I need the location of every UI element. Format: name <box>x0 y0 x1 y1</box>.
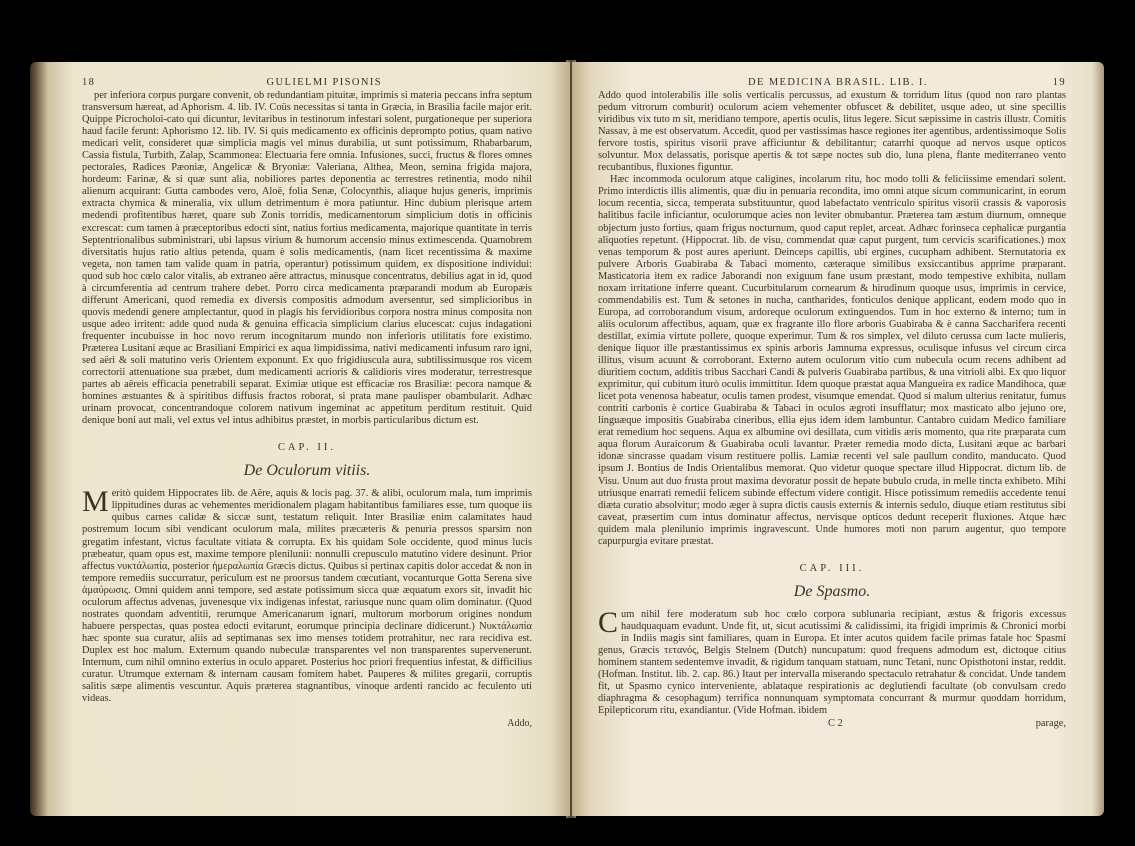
left-running-title: GULIELMI PISONIS <box>266 77 382 88</box>
right-body-text-2 <box>598 605 1066 717</box>
right-paragraph-2: Hæc incommoda oculorum atque caligines, incolarum ritu, hoc modo tolli & feliciissime emendari solent. Primo interdictis illis alimentis, quæ diu in penuaria recondita, imo omni atque sicum communicarint, in eorum locum recentia, sicca, temperata substituuntur, quod labefactato ventriculo spiritus visorii crassis & vaporosis halitibus facile inficiantur, oculorumque acies non leviter obnubantur. Præterea tam æstum diurnum, omneque objectum justo fortius, quam frigus nocturnum, quod caput replet, arceat. Adhæc forinseca cephalicæ purgantia aliquoties repetunt. (Hippocrat. lib. de visu, commendat quæ caput purgent, tum cervicis scarificationes.) mox venas temporum & post aures aperiunt. Deinceps capillis, ubi ergines, cucupham adhibent. Sternutatoria ex pulvere Arboris Guabiraba & Tabaci momento, cæteraque similibus exsiccantibus apprime præparant. Masticatoria item ex radice Jaborandi non exiguum fane usum præstant, modo tempestive exhibita, nullam noxam irritatione inferre queant. Cucurbitularum cornearum & hirudinum quoque usus, imprimis in cervice, commendabilis est. Tum & setones in nucha, cantharides, fonticulos denique applicant, eodem modo quo in Europa, ad corroborandum visum, ardoreque oculorum extinguendos. Tum in hoc externo & interno; tum in aliis oculorum affectibus, aquam, quæ ex fragrante illo flore arboris Guabiraba & è canna Saccharifera recenti destillat, eximia virtute pollere, quoque experimur. Tum & ros simplex, vel diluto cerussa cum lacte mulieris, denique liquor ille præstantissimus ex spinis arboris Jamnuma expressus, oculisque infusus vel circum circa illitus, visum acuunt & corroborant. Externo autem oculorum vitio cum nubecula ocum recens adhibent ad diuritiem coctum, additis tribus Sacchari Candi & pulveris Guabiraba partibus, & una vitrioli albi. Ex quo liquor exprimitur, qui cubitum iturò oculis immittitur. Idem quoque præstat aqua Mangueira ex radice Mandihoca, quæ licet pota venenosa habeatur, oculis tamen prodest, visumque emendat. Quod si malum ulterius renitatur, fumus contriti carbonis è cortice Guabiraba & Tabaci in oculos ægroti insufflatur; mox masticato albo jejuno ore, linguæque impositis Guabiraba cineribus, ellia ejus idem idem lambuntur. Cantabro cuidam Medico familiare erat remedium hoc sequens. Aqua ex albumine ovi desillata, cum vitidis æris momento, qua rite præparata cum aqua florum Auraicorum & Guabiraba oculi lavantur. Præter remedia modo dicta, Lusitani æque ac barbari idonæ sincrasse quadam visum restituere pollis. Lamiæ recenti vel sale paullum condito, manducato. Quod ipsum J. Bontius de Indis Orientalibus memorat. Quo videtur quoque spectare illud Hippocrat. dictum lib. de Visu. Unum aut duo frusta prout maxima devoratur possit de hepate bubulo cruda, in melle tincta exhibeto. Mihi utriusque enarrati remedii felicem subinde effectum videre contigit. Hisce potissimum remediis accedente tenui diæta curatio absolvitur; modo æger à supra dictis causis externis & internis sedulo, diuque etiam restitutus sibi caveat, præsertim cum intus dominatur affectus, nervisque opticos dedunt receperit fluxiones. Atque hæc quidem mala plenilunio imprimis ingravescunt. Unde humores moti non parum augentur, quo tempore capurpurgia evitare præstat. <box>598 174 1066 547</box>
right-running-head <box>598 76 1066 89</box>
left-catchword: Addo, <box>507 718 532 729</box>
left-page <box>30 62 570 816</box>
left-page-number: 18 <box>82 77 96 88</box>
section-title-2: De Spasmo. <box>793 582 871 600</box>
right-page-number: 19 <box>1052 77 1066 88</box>
chapter-heading-2: CAP. III. <box>799 562 865 574</box>
right-catchword: parage, <box>1035 718 1066 730</box>
left-body-text-2 <box>82 485 532 705</box>
right-running-title: DE MEDICINA BRASIL. LIB. I. <box>748 77 928 88</box>
signature-mark: C 2 <box>828 718 843 730</box>
left-page-content <box>82 76 532 705</box>
right-paragraph-1: Addo quod intolerabilis ille solis verticalis percussus, ad exustum & torridum litus (quod non raro plantas pedum vitrorum comburit) oculorum aciem vehementer obfuscet & debilitet, usque adeo, ut sine specillis viridibus vix tuto m sit, meridiano tempore, apertis oculis, litus legere. Sicut sæpissime in castris illustr. Comitis Nassav, à me est observatum. Accedit, quod per vastissimas hasce regiones iter agentibus, ardentissimoque Solis fervore tostis, spiritus visorii prave afficiuntur & debilitantur; catarrhi quoque ad nervos usque opticos solvuntur. Mox delassatis, porisque apertis & tot sæpe noctes sub dio, luna plena, flante mediterraneo vento recubantibus, fluxiones figuntur. <box>598 90 1066 174</box>
right-body-text <box>598 90 1066 548</box>
section-title: De Oculorum vitiis. <box>243 462 371 480</box>
left-paragraph: per inferiora corpus purgare convenit, ob redundantiam pituitæ, imprimis si materia peccans infra septum transversum hæreat, ad Aphorism. 4. lib. IV. Coüs necessitas si tanta in Græcia, in Brasilia facile major erit. Quippe Picrocholoi-cato qui dicuntur, levitaribus in testinorum infestari solent, purgationeque per superiora haud facile ferunt: Aphorismo 12. lib. IV. Si quis medicamento ex officinis deprompto potius, quam nativo medicari velit, consideret quæ simplicia magis vel minus durabilia, ut sunt potissimum, Rhabarbarum, Cassia fistula, Turbith, Zalap, Scammonea: Electuaria fere omnia. Infusiones, succi, fructus & flores omnes pectorales, Radices Pæoniæ, Angelicæ & Bryoniæ: Valeriana, Althea, Meon, semina frigida majora, hordeum: Farinæ, & si quæ sunt alia, nobiliores partes deponentia ac terrestres retinentia, modo nihil alienum acquirant: Gutta cambodes vero, Aloë, folia Senæ, Colocynthis, aliaque hujus generis, imprimis extracta chymica & mineralia, vix ullum detrimentum è mora patiuntur. Hinc dubium plerisque artem medendi profitentibus hæret, quare sub Zonis torridis, medicamentorum simplicium dotis in officinis excrescat: cum tamen à præceptoribus edocti sint, natius fortius medicamenta, majorique quantitate in terris Septentrionalibus subministrari, ubi lapsus virium & humorum accensio minus extimescenda. Quamobrem diversitatis hujus ratio altius petenda, quam è solis medicamentis, (nam licet recentissima & maxime vegeta, non tamen tam valide quam in patria, operantur) potissimum quidem, ex dispositione individui: quod sub hoc cœlo calor vitalis, ab extraneo aëre attractus, minusque concentratus, debilius agat in id, quod à circumferentia ad centrum trahere debet. Porro circa medicamenta præparandi modum ab Europæis differunt Americani, quod remedia ex diversis compositis admodum aversentur, sed simplicioribus in quovis medendi genere amplectantur, quod in plagis his fervidioribus corpora nostra minus composita non usque adeo irritent: adde quod nuda & genuina efficacia simplicium clarius elucescat: cujus indagationi frequenter incubuisse in hoc novo rerum incognitarum mundo non inferioris utilitatis fore existimo. Præterea Lusitani æque ac Brasiliani Empirici ex aqua limpidissima, nativi medicamenti infusum raro igni, sed aëri & soli matutino veris Orientem exponunt. Ex quo frigidiuscula aura, subtilissimusque ros vicem correctorii attenuatione sua præbet, dum medicamenti acrioris & calidioris vires moderatur, terrestresque partes ab aëreis efficacia penetrabili separat. Eximiæ utique est efficaciæ ros Brasiliæ: pecora namque & homines æstuantes & à spiritibus diffusis fractos roborat, si prata mane paulisper obambularit. Adhæc urinam provocat, concentrandoque colorem nativum ingeminat ac appetitum perditum restituit. Quid denique boni aut mali, vel extus vel intus adhibitus præstet, in morbis particularibus dictum est. <box>82 90 532 427</box>
right-page <box>572 62 1104 816</box>
left-running-head <box>82 76 532 89</box>
right-page-footer <box>598 718 1066 730</box>
left-body-text <box>82 90 532 427</box>
chapter-heading: CAP. II. <box>277 442 337 454</box>
left-paragraph-2: Meritò quidem Hippocrates lib. de Aëre, aquis & locis pag. 37. & alibi, oculorum mala, tum imprimis lippitudines duras ac vehementes meridionalem plagam habitantibus familiares esse, tum quoque iis quibus carnes calidæ & siccæ sunt, testatum reliquit. Inter Brasiliæ enim calamitates haud postremum locum sibi vendicant oculorum mala, milites præcæteris & penuria pressos sparsim non gregatim infestant, victus facultate vitiata & corrupta. Ex his quidam Sole occidente, quod minus lucis præbeatur, quam opus est, maxime tempore plenilunii: nonnulli crepusculo matutino videre desinunt. Prior affectus νυκτάλωπία, posterior ἡμεραλωπία Græcis dictus. Quibus si pertinax capitis dolor accedat & non in tempore remediis succurratur, periculum est ne proorsus tandem cœcutiant, vocanturque Gotta Serena sive ἀμαύρωσις. Omni quidem anni tempore, sed æstate potissimum sicca quæ æquatum exors sit, invadit hic oculorum affectus advenas, juvenesque vix indigenas infestat, rariusque nunc quam olim dominatur. (Quod nostrates quondam adventitii, rerumque Americanarum ignari, multorum morborum origines nondum habuere perspectas, quas postea edocti evitarunt, eorumque principia declinare didicerunt.) Νυκτάλωπία hæc sponte sua curatur, aliis ad septimanas sex imo menses totidem protrahitur, nec rara recidiva est. Duplex est hoc malum. Externum quando nubeculæ transparentes vel non transparentes supervenerunt. Internum, cum nihil omnino exterius in oculo apparet. Posterius hoc priori frequentius infestat, & difficilius curatur. Utrumque externam & internam causam fomitem habet. Pauperes & milites gregarii, corruptis salitis sæpe alimentis vescuntur. Aquis præterea stagnantibus, vinoque ardenti rancido ac feculento uti videas. <box>82 485 532 705</box>
right-paragraph-3: Cum nihil fere moderatum sub hoc cœlo corpora sublunaria recipiant, æstus & frigoris excessus haudquaquam evadunt. Unde fit, ut, sicut acutissimi & calidissimi, ita frigidi imprimis & Chronici morbi in Indiis magis sint familiares, quam in Europa. Et inter acutos quidem facile primas fatale hoc Spasmi genus, Græcis τετανός, Belgis Stelnem (Dutch) nuncupatum: quod frequens admodum est, dictoque citius hominem stantem sedentemve invadit, & rigidum tanquam statuam, nunc Tetani, nunc Opisthotoni instar, reddit. (Hofman. Institut. lib. 2. cap. 86.) Itaut per intervalla miserando spectaculo retrahatur & concidat. Unde tandem fit, ut Spasmo cynico interveniente, ablataque respirationis ac deglutiendi facultate (ob convulsam credo diaphragma & cesophagum) terrifica nonnunquam symptomata concurrant & murmur quoddam horridum, Epilepticorum ritu, exandiantur. (Vide Hofman. ibidem <box>598 605 1066 717</box>
right-page-content <box>598 76 1066 730</box>
